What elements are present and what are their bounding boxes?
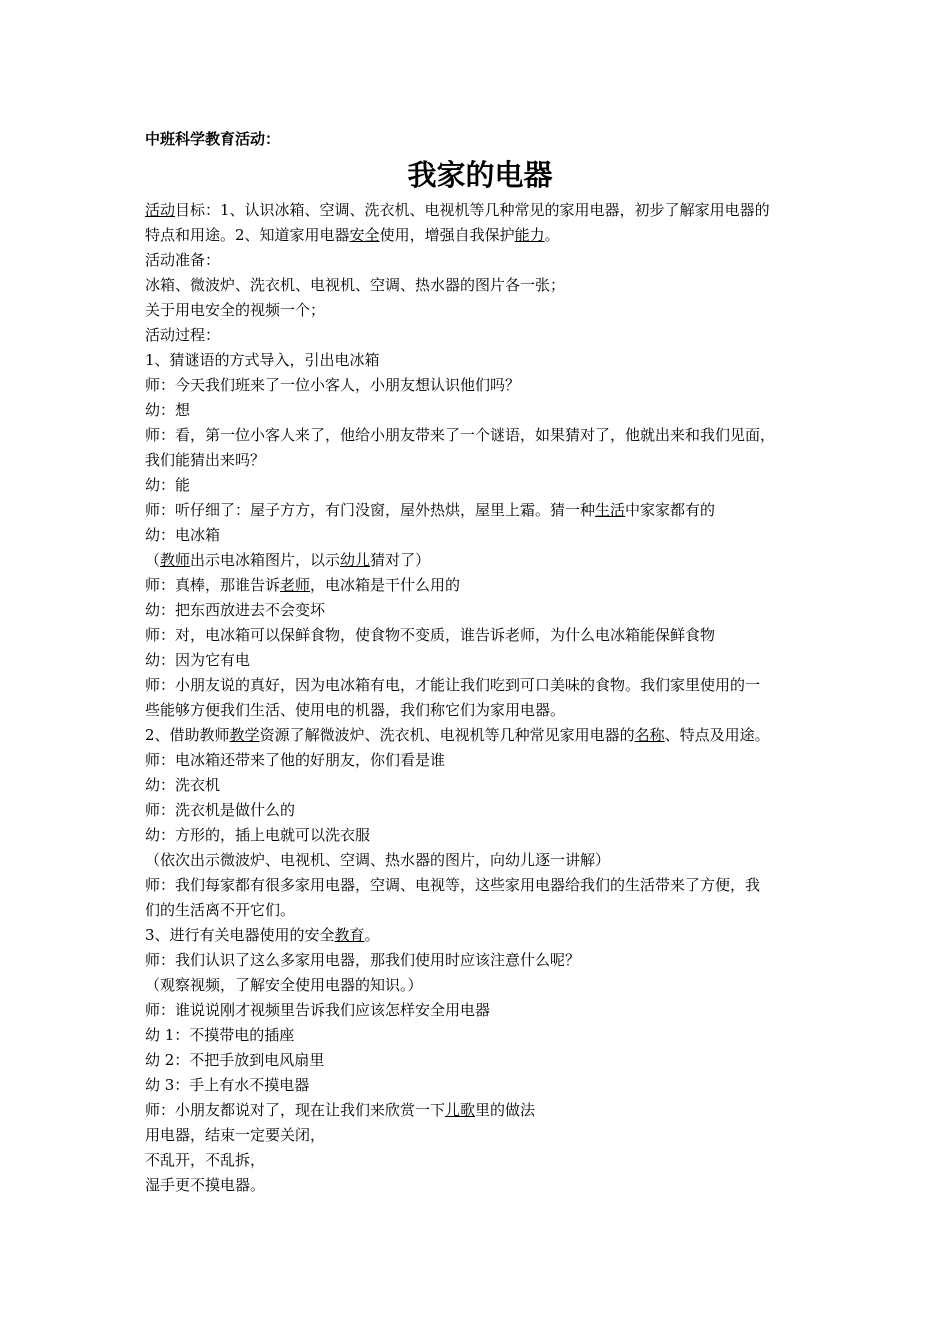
text-run: 2、借助教师: [145, 726, 230, 744]
text-run: 师：听仔细了：屋子方方，有门没窗，屋外热烘，屋里上霜。猜一种: [145, 501, 596, 519]
text-run: 幼：洗衣机: [145, 776, 221, 794]
text-run: 目标：1、认识冰箱、空调、洗衣机、电视机等几种常见的家用电器，初步了解家用电器的: [175, 201, 770, 219]
text-line: [145, 923, 815, 948]
underlined-term: 老师: [280, 576, 311, 594]
text-line: [145, 298, 815, 323]
text-run: （: [145, 551, 161, 569]
text-run: 师：看，第一位小客人来了，他给小朋友带来了一个谜语，如果猜对了，他就出来和我们见面，: [145, 426, 776, 444]
text-run: 幼 2：不把手放到电风扇里: [145, 1051, 325, 1069]
text-run: 幼 3：手上有水不摸电器: [145, 1076, 310, 1094]
text-run: 活动过程：: [145, 326, 221, 344]
text-line: [145, 698, 815, 723]
text-run: 些能够方便我们生活、使用电的机器，我们称它们为家用电器。: [145, 701, 566, 719]
text-run: 幼：想: [145, 401, 191, 419]
text-run: 师：真棒，那谁告诉: [145, 576, 281, 594]
text-run: 不乱开，不乱拆，: [145, 1151, 266, 1169]
text-line: [145, 573, 815, 598]
text-line: [145, 1098, 815, 1123]
text-line: [145, 373, 815, 398]
text-run: 3、进行有关电器使用的安全: [145, 926, 335, 944]
text-line: [145, 823, 815, 848]
text-run: 出示电冰箱图片，以示: [190, 551, 341, 569]
text-line: [145, 673, 815, 698]
text-run: 幼：把东西放进去不会变坏: [145, 601, 326, 619]
underlined-term: 名称: [634, 726, 665, 744]
text-line: [145, 198, 815, 223]
text-line: [145, 1023, 815, 1048]
text-line: [145, 448, 815, 473]
text-run: 中家家都有的: [625, 501, 716, 519]
text-line: [145, 523, 815, 548]
text-line: [145, 848, 815, 873]
text-line: [145, 873, 815, 898]
text-line: [145, 548, 815, 573]
text-line: [145, 248, 815, 273]
text-run: 1、猜谜语的方式导入，引出电冰箱: [145, 351, 380, 369]
text-line: [145, 973, 815, 998]
text-line: [145, 773, 815, 798]
text-run: 幼：方形的，插上电就可以洗衣服: [145, 826, 371, 844]
text-run: 们的生活离不开它们。: [145, 901, 296, 919]
text-run: 关于用电安全的视频一个；: [145, 301, 326, 319]
text-run: 师：谁说说刚才视频里告诉我们应该怎样安全用电器: [145, 1001, 491, 1019]
text-run: 。: [544, 226, 560, 244]
text-run: 师：对，电冰箱可以保鲜食物，使食物不变质，谁告诉老师，为什么电冰箱能保鲜食物: [145, 626, 716, 644]
text-line: [145, 348, 815, 373]
underlined-term: 安全: [349, 226, 380, 244]
text-run: 使用，增强自我保护: [379, 226, 515, 244]
text-line: [145, 648, 815, 673]
text-run: 师：小朋友都说对了，现在让我们来欣赏一下: [145, 1101, 446, 1119]
underlined-term: 能力: [514, 226, 545, 244]
text-line: [145, 798, 815, 823]
text-line: [145, 1173, 815, 1198]
text-run: 幼：因为它有电: [145, 651, 251, 669]
text-run: 湿手更不摸电器。: [145, 1176, 266, 1194]
text-run: 冰箱、微波炉、洗衣机、电视机、空调、热水器的图片各一张；: [145, 276, 566, 294]
underlined-term: 教师: [160, 551, 191, 569]
text-run: 幼：电冰箱: [145, 526, 221, 544]
text-run: 活动准备：: [145, 251, 221, 269]
text-line: [145, 423, 815, 448]
text-line: [145, 398, 815, 423]
text-line: [145, 598, 815, 623]
underlined-term: 幼儿: [340, 551, 371, 569]
document-title: 我家的电器: [407, 158, 553, 192]
text-run: （观察视频，了解安全使用电器的知识。）: [145, 976, 423, 994]
text-run: 用电器，结束一定要关闭，: [145, 1126, 326, 1144]
text-run: 。: [364, 926, 380, 944]
underlined-term: 儿歌: [445, 1101, 476, 1119]
text-run: 、特点及用途。: [664, 726, 770, 744]
text-run: 幼：能: [145, 476, 191, 494]
text-run: 特点和用途。2、知道家用电器: [145, 226, 350, 244]
text-run: （依次出示微波炉、电视机、空调、热水器的图片，向幼儿逐一讲解）: [145, 851, 611, 869]
text-run: 里的做法: [475, 1101, 536, 1119]
text-line: [145, 948, 815, 973]
text-line: [145, 998, 815, 1023]
underlined-term: 教学: [229, 726, 260, 744]
text-line: [145, 1073, 815, 1098]
text-line: [145, 748, 815, 773]
text-line: [145, 223, 815, 248]
text-line: [145, 1123, 815, 1148]
document-subtitle: 中班科学教育活动：: [145, 130, 281, 148]
text-run: 师：我们每家都有很多家用电器，空调、电视等，这些家用电器给我们的生活带来了方便，我: [145, 876, 761, 894]
text-run: 师：小朋友说的真好，因为电冰箱有电，才能让我们吃到可口美味的食物。我们家里使用的一: [145, 676, 761, 694]
text-run: 资源了解微波炉、洗衣机、电视机等几种常见家用电器的: [259, 726, 635, 744]
text-line: [145, 623, 815, 648]
text-run: 猜对了）: [370, 551, 431, 569]
underlined-term: 生活: [595, 501, 626, 519]
text-run: 我们能猜出来吗？: [145, 451, 266, 469]
document-text: [145, 198, 815, 1198]
text-line: [145, 1148, 815, 1173]
text-line: [145, 498, 815, 523]
text-run: 幼 1：不摸带电的插座: [145, 1026, 295, 1044]
text-line: [145, 473, 815, 498]
text-line: [145, 1048, 815, 1073]
text-run: 师：洗衣机是做什么的: [145, 801, 296, 819]
underlined-term: 活动: [145, 201, 176, 219]
text-run: 师：今天我们班来了一位小客人，小朋友想认识他们吗？: [145, 376, 521, 394]
underlined-term: 教育: [334, 926, 365, 944]
document-body: [145, 127, 815, 1198]
text-line: [145, 898, 815, 923]
text-run: ，电冰箱是干什么用的: [310, 576, 461, 594]
text-line: [145, 723, 815, 748]
text-run: 师：电冰箱还带来了他的好朋友，你们看是谁: [145, 751, 446, 769]
text-line: [145, 273, 815, 298]
text-line: [145, 323, 815, 348]
text-run: 师：我们认识了这么多家用电器，那我们使用时应该注意什么呢？: [145, 951, 581, 969]
